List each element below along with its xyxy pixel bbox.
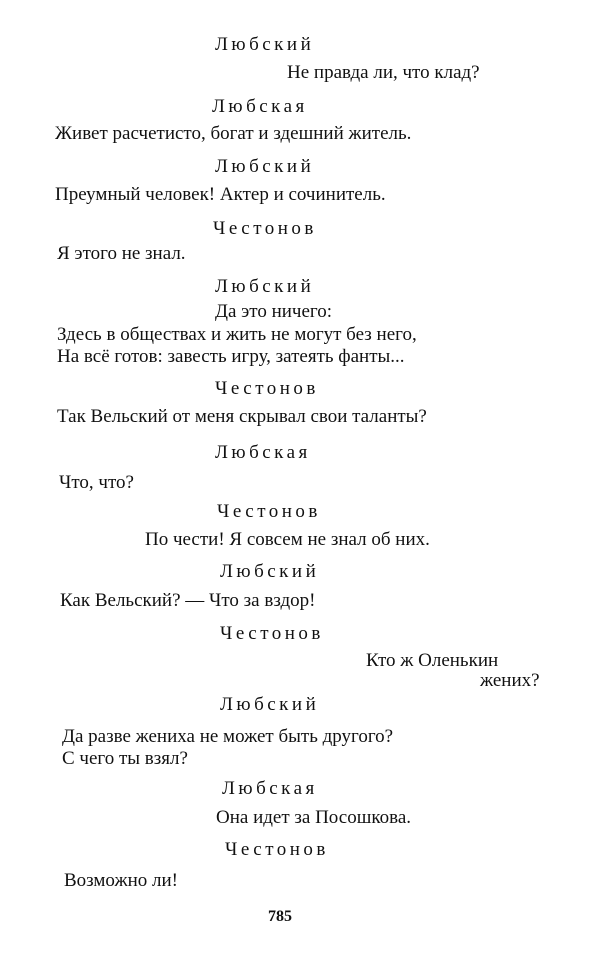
speaker-name: Любский [220,561,320,582]
verse-line: Она идет за Посошкова. [216,807,412,828]
verse-line: Не правда ли, что клад? [287,62,480,83]
verse-line: Я этого не знал. [57,243,186,264]
speaker-name: Честонов [213,218,317,239]
speaker-name: Честонов [220,623,324,644]
speaker-name: Любский [215,276,315,297]
page-number: 785 [268,908,292,925]
verse-line: Здесь в обществах и жить не могут без него, [57,324,417,345]
speaker-name: Честонов [225,839,329,860]
speaker-name: Любская [212,96,308,117]
speaker-name: Любский [220,694,320,715]
verse-line: Да разве жениха не может быть другого? [62,726,394,747]
verse-line: По чести! Я совсем не знал об них. [145,529,430,550]
speaker-name: Честонов [217,501,321,522]
verse-line: Так Вельский от меня скрывал свои таланты? [57,406,427,427]
speaker-name: Любская [222,778,318,799]
verse-line: жених? [480,670,540,691]
speaker-name: Честонов [215,378,319,399]
verse-line: Возможно ли! [64,870,178,891]
speaker-name: Любский [215,156,315,177]
verse-line: Да это ничего: [215,301,333,322]
verse-line: Преумный человек! Актер и сочинитель. [55,184,386,205]
verse-line: Живет расчетисто, богат и здешний житель. [55,123,412,144]
verse-line: Кто ж Оленькин [366,650,499,671]
speaker-name: Любский [215,34,315,55]
verse-line: Что, что? [59,472,134,493]
verse-line: Как Вельский? — Что за вздор! [60,590,316,611]
verse-line: На всё готов: завесть игру, затеять фанты... [57,346,405,367]
verse-line: С чего ты взял? [62,748,188,769]
speaker-name: Любская [215,442,311,463]
